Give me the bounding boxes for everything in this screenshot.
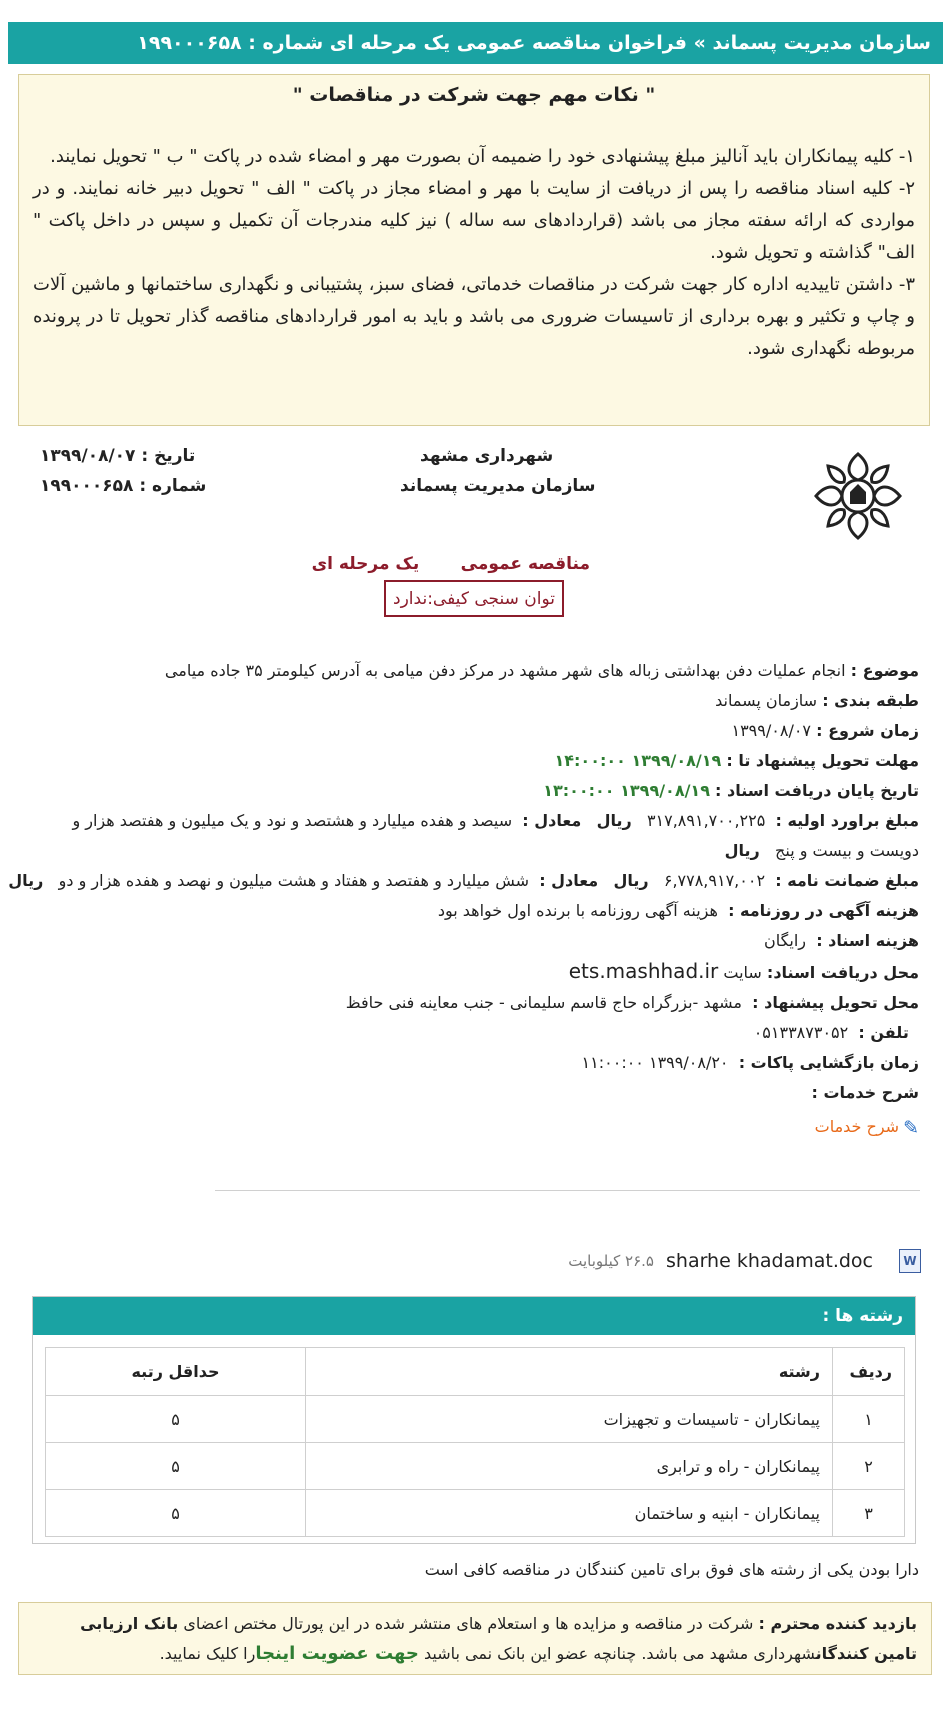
docs-place-prefix: سایت <box>723 963 762 982</box>
guarantee-row: مبلغ ضمانت نامه : ۶,۷۷۸,۹۱۷,۰۰۲ ریال معادل : شش میلیارد و هفتصد و هفتاد و هشت میلیون و نهصد و هفده هزار و دو ریال <box>8 871 919 890</box>
docs-end-row: تاریخ پایان دریافت اسناد : ۱۳۹۹/۰۸/۱۹ ۱۳:۰۰:۰۰ <box>543 781 919 800</box>
note-item: ۱- کلیه پیمانکاران باید آنالیز مبلغ پیشنهادی خود را ضمیمه آن بصورت مهر و امضاء شده در پاکت " ب " تحویل نمایند. <box>50 146 915 167</box>
column-header: حداقل رتبه <box>46 1348 306 1396</box>
note-item: ۲- کلیه اسناد مناقصه را پس از دریافت از سایت با مهر و امضاء مجاز در پاکت " الف " تحویل دبیر خانه نمایند. و در مواردی که ارائه سفته مجاز می باشد (قراردادهای سه ساله ) نیز کلیه مندرجات آن تکمیل و سپس در داخل پاکت " الف" گذاشته و تحویل شود. <box>33 178 915 263</box>
subject-row: موضوع : انجام عملیات دفن بهداشتی زباله های شهر مشهد در مرکز دفن میامی به آدرس کیلومتر ۳۵ جاده میامی <box>164 661 919 680</box>
guarantee-amount: ۶,۷۷۸,۹۱۷,۰۰۲ <box>663 871 766 890</box>
fields-panel <box>32 1296 916 1544</box>
table-row: ۲ پیمانکاران - راه و ترابری ۵ <box>46 1443 905 1490</box>
guarantee-words: شش میلیارد و هفتصد و هفتاد و هشت میلیون و نهصد و هفده هزار و دو <box>58 871 530 890</box>
date-block <box>40 446 195 466</box>
table-row: ۱ پیمانکاران - تاسیسات و تجهیزات ۵ <box>46 1396 905 1443</box>
organization-name: سازمان مدیریت پسماند <box>400 476 596 496</box>
delivery-row: محل تحویل پیشنهاد : مشهد -بزرگراه حاج قاسم سلیمانی - جنب معاینه فنی حافظ <box>345 993 919 1012</box>
quality-assessment-badge: توان سنجی کیفی:ندارد <box>384 580 564 617</box>
divider <box>215 1190 920 1191</box>
page-title-bar <box>8 22 943 64</box>
services-row: شرح خدمات : <box>811 1083 919 1102</box>
docs-cost-value: رایگان <box>763 931 807 950</box>
table-header-row <box>46 1348 905 1396</box>
fields-heading: رشته ها : <box>33 1297 915 1335</box>
note-item: ۳- داشتن تاییدیه اداره کار جهت شرکت در مناقصات خدماتی، فضای سبز، پشتیبانی و نگهداری ساختمانها و ماشین آلات و چاپ و تکثیر و بهره برداری از تاسیسات ضروری می باشد و باید به امور قراردادهای مناقصه گذار تحویل تا در پرونده مربوطه نگهداری شود. <box>33 274 915 359</box>
docs-end-value: ۱۳۹۹/۰۸/۱۹ ۱۳:۰۰:۰۰ <box>543 781 710 800</box>
opening-value: ۱۳۹۹/۰۸/۲۰ ۱۱:۰۰:۰۰ <box>581 1053 729 1072</box>
services-link[interactable]: ✎شرح خدمات <box>24 1112 919 1143</box>
estimate-row: مبلغ براورد اولیه : ۳۱۷,۸۹۱,۷۰۰,۲۲۵ ریال معادل : سیصد و هفده میلیارد و هشتصد و نود و یک میلیون و هفتصد هزار و دویست و بیست و پنج ریال <box>72 811 919 860</box>
docs-site-link[interactable]: ets.mashhad.ir <box>568 959 719 983</box>
fields-footnote: دارا بودن یکی از رشته های فوق برای تامین کنندگان در مناقصه کافی است <box>424 1560 919 1579</box>
column-header: ردیف <box>833 1348 905 1396</box>
number-label: شماره : <box>139 476 207 496</box>
start-row: زمان شروع : ۱۳۹۹/۰۸/۰۷ <box>731 721 919 740</box>
attachment-size: ۲۶.۵ کیلوبایت <box>568 1252 654 1270</box>
docs-cost-row: هزینه اسناد : رایگان <box>763 931 919 950</box>
membership-notice: بازدید کننده محترم : شرکت در مناقصه و مزایده ها و استعلام های منتشر شده در این پورتال مختص اعضای بانک ارزیابی تامین کنندگانشهرداری مشهد می باشد. چنانچه عضو این بانک نمی باشید جهت عضویت اینجارا کلیک نمایید. <box>18 1602 932 1675</box>
pencil-icon: ✎ <box>903 1116 919 1139</box>
bank-name: بانک ارزیابی تامین کنندگان <box>80 1614 917 1663</box>
docs-place-row: محل دریافت اسناد: سایت ets.mashhad.ir <box>568 959 919 983</box>
visitor-label: بازدید کننده محترم : <box>758 1614 917 1633</box>
ad-cost-row: هزینه آگهی در روزنامه : هزینه آگهی روزنامه با برنده اول خواهد بود <box>437 901 919 920</box>
category-row: طبقه بندی : سازمان پسماند <box>715 691 919 710</box>
phone-row: تلفن : ۰۵۱۳۳۸۷۳۰۵۲ <box>753 1023 909 1042</box>
number-block <box>40 476 206 496</box>
mashhad-municipality-logo <box>808 446 908 546</box>
delivery-value: مشهد -بزرگراه حاج قاسم سلیمانی - جنب معاینه فنی حافظ <box>345 993 742 1012</box>
deadline-row: مهلت تحویل پیشنهاد تا : ۱۳۹۹/۰۸/۱۹ ۱۴:۰۰:۰۰ <box>554 751 919 770</box>
deadline-value: ۱۳۹۹/۰۸/۱۹ ۱۴:۰۰:۰۰ <box>554 751 722 770</box>
opening-row: زمان بازگشایی پاکات : ۱۳۹۹/۰۸/۲۰ ۱۱:۰۰:۰۰ <box>581 1053 919 1072</box>
attachment-file-name[interactable]: sharhe khadamat.doc <box>666 1250 873 1272</box>
tender-details <box>8 656 919 1143</box>
page-title: سازمان مدیریت پسماند » فراخوان مناقصه عمومی یک مرحله ای شماره : ۱۹۹۰۰۰۶۵۸ <box>137 32 931 54</box>
start-value: ۱۳۹۹/۰۸/۰۷ <box>731 721 812 740</box>
join-link[interactable]: جهت عضویت اینجا <box>255 1643 419 1664</box>
tender-type <box>311 554 590 574</box>
table-row: ۳ پیمانکاران - ابنیه و ساختمان ۵ <box>46 1490 905 1537</box>
estimate-words: سیصد و هفده میلیارد و هشتصد و نود و یک میلیون و هفتصد هزار و دویست و بیست و پنج <box>72 811 919 860</box>
municipality-name: شهرداری مشهد <box>420 446 554 466</box>
date-label: تاریخ : <box>141 446 196 466</box>
subject-value: انجام عملیات دفن بهداشتی زباله های شهر مشهد در مرکز دفن میامی به آدرس کیلومتر ۳۵ جاده میامی <box>164 661 846 680</box>
important-notes-box <box>18 74 930 426</box>
category-value: سازمان پسماند <box>715 691 818 710</box>
fields-table <box>45 1347 905 1537</box>
ad-cost-value: هزینه آگهی روزنامه با برنده اول خواهد بود <box>437 901 718 920</box>
phone-value: ۰۵۱۳۳۸۷۳۰۵۲ <box>753 1023 849 1042</box>
date-value: ۱۳۹۹/۰۸/۰۷ <box>40 446 136 466</box>
tender-type-b: یک مرحله ای <box>311 554 420 574</box>
tender-type-a: مناقصه عمومی <box>460 554 590 574</box>
column-header: رشته <box>306 1348 833 1396</box>
estimate-amount: ۳۱۷,۸۹۱,۷۰۰,۲۲۵ <box>646 811 766 830</box>
notes-title: " نکات مهم جهت شرکت در مناقصات " <box>292 84 656 106</box>
word-doc-icon: W <box>899 1249 921 1273</box>
attachment-row[interactable] <box>221 1246 921 1276</box>
number-value: ۱۹۹۰۰۰۶۵۸ <box>40 476 134 496</box>
